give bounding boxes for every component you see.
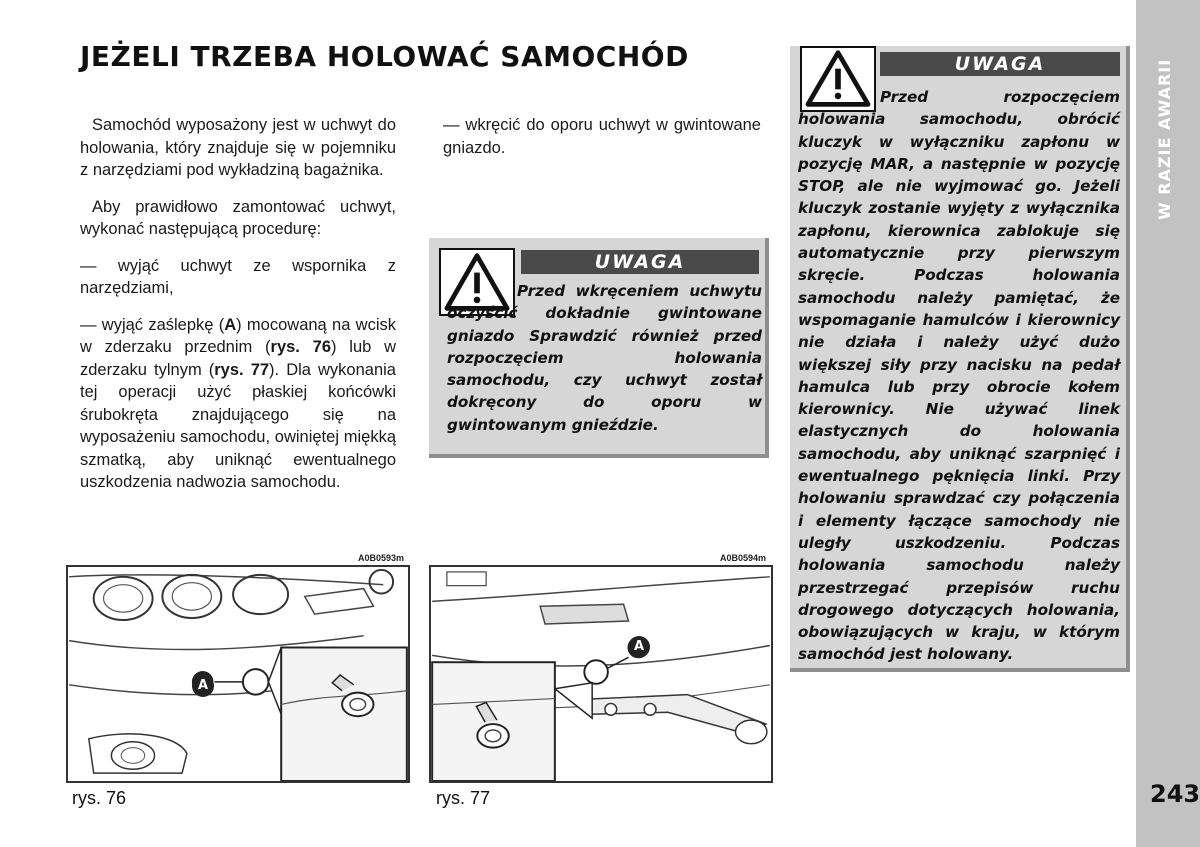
text-column-middle	[443, 114, 761, 173]
step-remove-cap-text-c: ) mocowaną na wcisk w zderzaku przednim (	[80, 315, 396, 356]
figure-rear-bumper	[429, 565, 773, 783]
warning-box-small	[429, 238, 769, 458]
section-label: W RAZIE AWARII	[1155, 58, 1174, 220]
paragraph-intro: Samochód wyposażony jest w uchwyt do holowania, który znajduje się w pojemniku z narzędziami pod wykładziną bagażnika.	[80, 116, 396, 179]
step-remove-cap-text-g: ). Dla wykonania tej operacji użyć płaskiej końcówki śrubokręta znajdującego się na wyposażeniu samochodu, owiniętej miękką szmatką, aby uniknąć ewentualnego uszkodzenia nadwozia samochodu.	[80, 360, 396, 491]
figure-marker-a: A	[192, 675, 214, 697]
marker-ref-a: A	[224, 315, 237, 334]
figure-code: A0B0594m	[720, 553, 767, 563]
page-title: JEŻELI TRZEBA HOLOWAĆ SAMOCHÓD	[80, 40, 689, 73]
warning-text: Przed wkręceniem uchwytu oczyścić dokładnie gwintowane gniazdo Sprawdzić również przed rozpoczęciem holowania samochodu, czy uchwyt został dokręcony do oporu w gwintowanym gnieździe.	[447, 282, 762, 434]
text-column-left	[80, 114, 396, 508]
figure-caption: rys. 76	[72, 788, 127, 808]
warning-text: Przed rozpoczęciem holowania samochodu, obrócić kluczyk w wyłączniku zapłonu w pozycję MAR, a następnie w pozycję STOP, ale nie wyjmować go. Jeżeli kluczyk zostanie wyjęty z wyłącznika zapłonu, kierownica zablokuje się automatycznie przy pierwszym skręcie. Podczas holowania samochodu należy pamiętać, że wspomaganie hamulców i kierownicy nie działa i należy użyć dużo większej siły przy nacisku na pedał hamulca lub przy obrocie kołem kierownicy. Nie używać linek elastycznych do holowania samochodu, aby uniknąć szarpnięć i ewentualnego pęknięcia linki. Przy holowaniu sprawdzać czy połączenia i elementy łączące samochody nie uległy uszkodzeniu. Podczas holowania samochodu należy przestrzegać przepisów ruchu drogowego dotyczących holowania, obowiązujących w kraju, w którym samochód jest holowany.	[798, 88, 1120, 664]
page-number: 243	[1150, 780, 1200, 808]
figure-ref-77: rys. 77	[214, 360, 270, 379]
figure-code: A0B0593m	[358, 553, 405, 563]
rear-bumper-illustration	[431, 567, 771, 781]
figure-ref-76: rys. 76	[270, 338, 332, 356]
step-remove-cap	[80, 314, 396, 494]
figure-marker-a: A	[628, 636, 650, 658]
figure-front-bumper	[66, 565, 410, 783]
step-remove-cap-text-a: — wyjąć zaślepkę (	[80, 315, 225, 334]
step-remove-cap-text-e: ) lub w zderzaku tylnym (	[80, 338, 396, 379]
warning-label: UWAGA	[880, 52, 1120, 76]
warning-box-large	[790, 46, 1130, 672]
warning-label: UWAGA	[521, 250, 759, 274]
front-bumper-illustration	[68, 567, 408, 781]
step-remove-hook: — wyjąć uchwyt ze wspornika z narzędziami,	[80, 256, 396, 297]
step-screw-in: — wkręcić do oporu uchwyt w gwintowane gniazdo.	[443, 116, 761, 157]
figure-caption: rys. 77	[436, 788, 491, 808]
paragraph-procedure: Aby prawidłowo zamontować uchwyt, wykonać następującą procedurę:	[80, 197, 396, 238]
